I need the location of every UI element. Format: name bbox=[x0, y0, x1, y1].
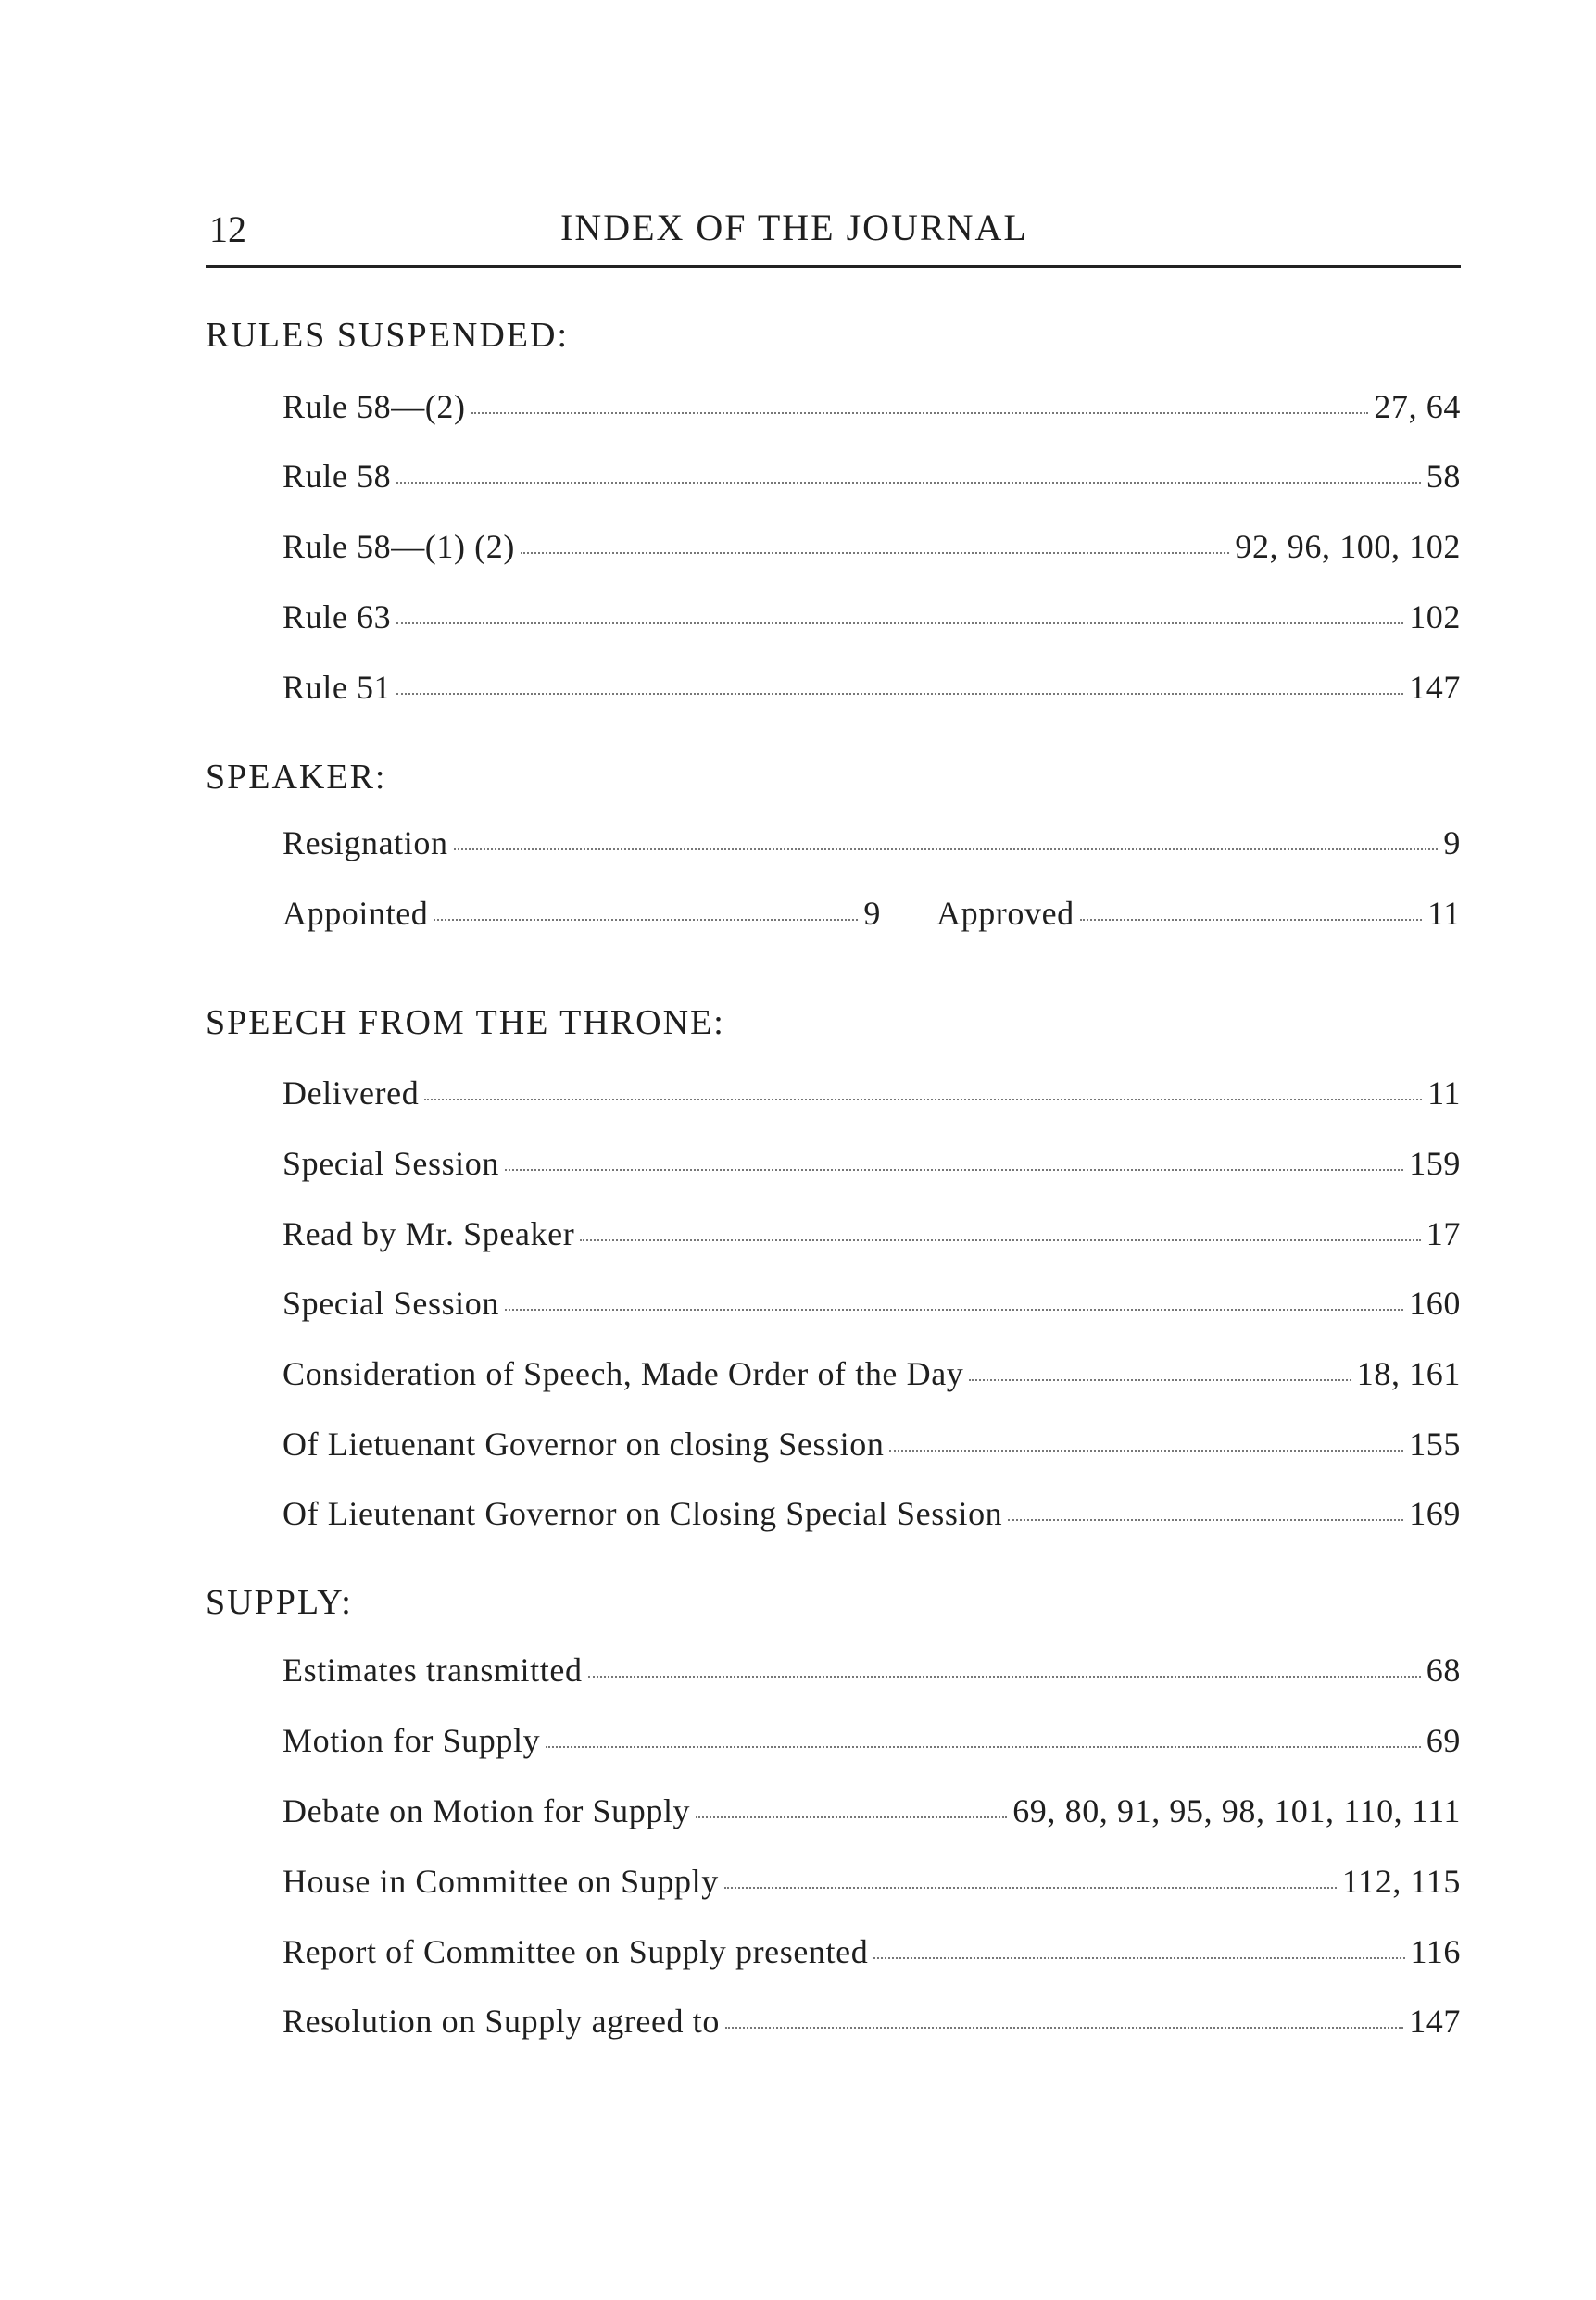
entry-pages: 116 bbox=[1410, 1933, 1461, 1970]
index-entry bbox=[283, 1214, 1461, 1261]
entry-right-part bbox=[936, 894, 1461, 933]
running-title: INDEX OF THE JOURNAL bbox=[560, 207, 1028, 248]
dot-leader bbox=[588, 1675, 1421, 1678]
entry-label: Of Lietuenant Governor on closing Session bbox=[283, 1426, 885, 1463]
dot-leader bbox=[546, 1745, 1421, 1748]
entry-label: Read by Mr. Speaker bbox=[283, 1215, 575, 1252]
index-entry bbox=[283, 894, 1461, 940]
index-entry bbox=[283, 597, 1461, 644]
index-entry bbox=[283, 457, 1461, 503]
index-entry bbox=[283, 1932, 1461, 1979]
entry-pages: 69 bbox=[1426, 1722, 1461, 1759]
entry-label: Rule 63 bbox=[283, 598, 392, 635]
entry-pages: 17 bbox=[1426, 1215, 1461, 1252]
entry-label: Approved bbox=[936, 895, 1074, 932]
entry-pages: 18, 161 bbox=[1356, 1355, 1461, 1392]
entry-pages: 147 bbox=[1409, 669, 1461, 706]
dot-leader bbox=[396, 622, 1403, 624]
dot-leader bbox=[396, 481, 1421, 484]
entry-pages: 11 bbox=[1427, 895, 1461, 932]
dot-leader bbox=[396, 692, 1403, 695]
index-entry bbox=[283, 1651, 1461, 1697]
entry-label: Rule 58—(2) bbox=[283, 388, 466, 425]
entry-label: Estimates transmitted bbox=[283, 1652, 583, 1689]
dot-leader bbox=[434, 918, 858, 921]
entry-label: Delivered bbox=[283, 1075, 420, 1112]
entry-label: Consideration of Speech, Made Order of the Day bbox=[283, 1355, 964, 1392]
dot-leader bbox=[471, 411, 1369, 414]
index-entry bbox=[283, 1791, 1461, 1838]
dot-leader bbox=[505, 1168, 1403, 1171]
index-entry bbox=[283, 2002, 1461, 2048]
entry-pages: 11 bbox=[1427, 1075, 1461, 1112]
index-entry bbox=[283, 387, 1461, 434]
entry-pages: 68 bbox=[1426, 1652, 1461, 1689]
index-entry bbox=[283, 527, 1461, 573]
entry-pages: 169 bbox=[1409, 1495, 1461, 1532]
entry-label: House in Committee on Supply bbox=[283, 1863, 719, 1900]
entry-label: Of Lieutenant Governor on Closing Special Session bbox=[283, 1495, 1003, 1532]
dot-leader bbox=[696, 1816, 1007, 1818]
dot-leader bbox=[454, 848, 1439, 850]
section-heading-speech-from-the-throne: SPEECH FROM THE THRONE: bbox=[206, 1003, 725, 1042]
entry-label: Rule 51 bbox=[283, 669, 392, 706]
dot-leader bbox=[725, 2026, 1403, 2029]
entry-label: Resignation bbox=[283, 824, 448, 861]
page-header bbox=[206, 206, 1461, 268]
dot-leader bbox=[1008, 1518, 1403, 1521]
dot-leader bbox=[505, 1308, 1403, 1311]
dot-leader bbox=[969, 1378, 1351, 1381]
entry-pages: 160 bbox=[1409, 1285, 1461, 1322]
dot-leader bbox=[873, 1956, 1404, 1959]
entry-pages: 92, 96, 100, 102 bbox=[1235, 528, 1461, 565]
entry-label: Report of Committee on Supply presented bbox=[283, 1933, 869, 1970]
entry-left-part bbox=[283, 894, 881, 933]
index-entry bbox=[283, 1284, 1461, 1330]
entry-pages: 147 bbox=[1409, 2003, 1461, 2040]
dot-leader bbox=[889, 1449, 1403, 1452]
entry-pages: 9 bbox=[1443, 824, 1461, 861]
entry-pages: 69, 80, 91, 95, 98, 101, 110, 111 bbox=[1012, 1792, 1461, 1829]
entry-label: Motion for Supply bbox=[283, 1722, 541, 1759]
index-entry bbox=[283, 1425, 1461, 1471]
entry-label: Debate on Motion for Supply bbox=[283, 1792, 691, 1829]
index-entry bbox=[283, 1074, 1461, 1120]
entry-label: Rule 58—(1) (2) bbox=[283, 528, 515, 565]
index-entry bbox=[283, 1494, 1461, 1540]
entry-label: Special Session bbox=[283, 1145, 499, 1182]
index-entry bbox=[283, 1721, 1461, 1767]
index-entry bbox=[283, 1354, 1461, 1401]
section-heading-supply: SUPPLY: bbox=[206, 1583, 353, 1622]
section-heading-speaker: SPEAKER: bbox=[206, 758, 387, 797]
dot-leader bbox=[424, 1098, 1422, 1100]
entry-pages: 9 bbox=[863, 895, 881, 932]
entry-pages: 102 bbox=[1409, 598, 1461, 635]
dot-leader bbox=[724, 1886, 1337, 1889]
index-entry bbox=[283, 1862, 1461, 1908]
dot-leader bbox=[521, 551, 1229, 554]
entry-pages: 112, 115 bbox=[1341, 1863, 1461, 1900]
entry-pages: 27, 64 bbox=[1374, 388, 1461, 425]
dot-leader bbox=[1080, 918, 1422, 921]
page-number: 12 bbox=[209, 208, 246, 250]
entry-label: Rule 58 bbox=[283, 458, 392, 495]
entry-label: Appointed bbox=[283, 895, 429, 932]
index-entry bbox=[283, 1144, 1461, 1190]
entry-label: Resolution on Supply agreed to bbox=[283, 2003, 720, 2040]
entry-pages: 155 bbox=[1409, 1426, 1461, 1463]
dot-leader bbox=[580, 1238, 1420, 1241]
entry-pages: 159 bbox=[1409, 1145, 1461, 1182]
entry-label: Special Session bbox=[283, 1285, 499, 1322]
index-entry bbox=[283, 823, 1461, 870]
index-entry bbox=[283, 668, 1461, 714]
entry-pages: 58 bbox=[1426, 458, 1461, 495]
section-heading-rules-suspended: RULES SUSPENDED: bbox=[206, 316, 569, 355]
